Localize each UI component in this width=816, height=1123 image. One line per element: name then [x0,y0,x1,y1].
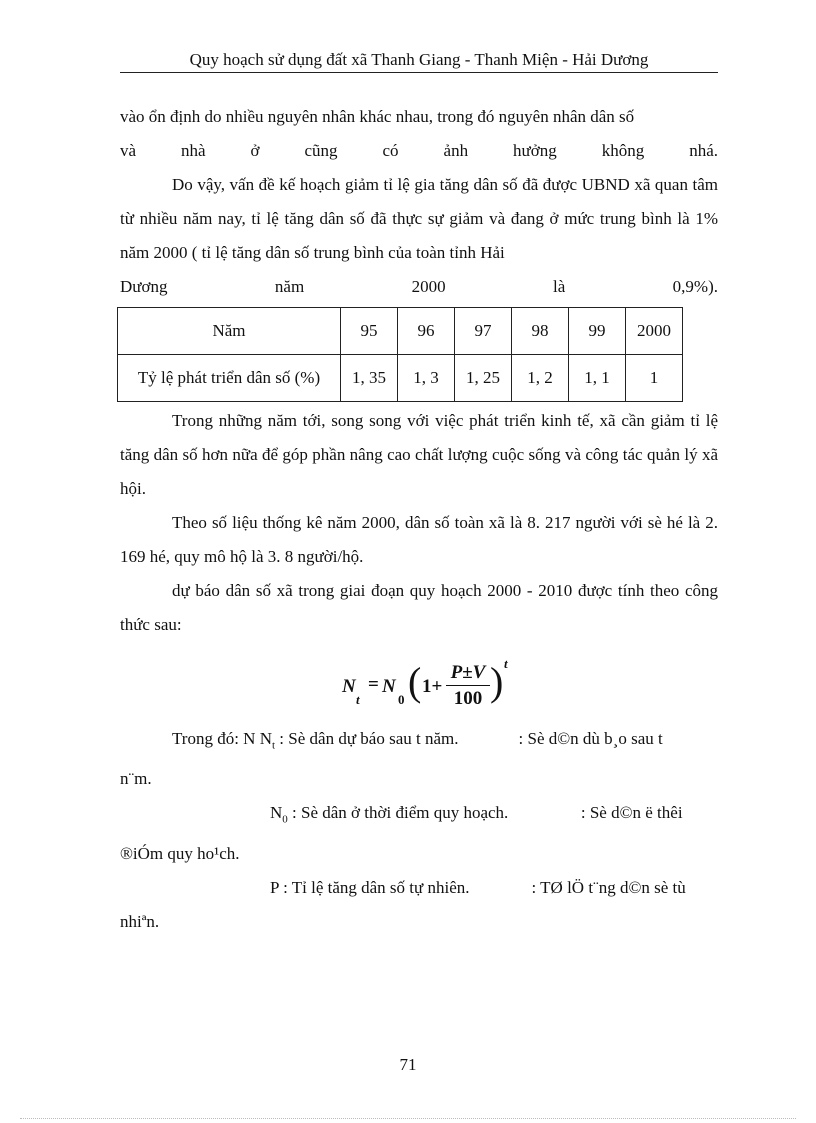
table-year-cell: 99 [569,308,626,355]
paragraph-1: vào ổn định do nhiều nguyên nhân khác nhau, trong đó nguyên nhân dân số [120,107,635,126]
legend-nt-garbled: : Sè d©n dù b¸o sau t [518,729,663,748]
legend-line-1 [120,722,718,762]
paragraph-5: dự báo dân số xã trong giai đoạn quy hoạch 2000 - 2010 được tính theo công thức sau: [120,581,718,634]
table-value-cell: 1, 25 [455,355,512,402]
paragraph-2: Do vậy, vấn đề kế hoạch giảm tỉ lệ gia tăng dân số đã được UBND xã quan tâm từ nhiều năm nay, tỉ lệ tăng dân số đã thực sự giảm và đang ở mức trung bình là 1% năm 2000 ( tỉ lệ tăng dân số trung bình của toàn tỉnh Hải [120,175,718,262]
table-year-cell: 98 [512,308,569,355]
table-header-row [118,308,683,355]
formula-equals: = [368,674,379,695]
table-header-label: Năm [118,308,341,355]
table-value-cell: 1, 35 [341,355,398,402]
formula-right-paren: ) [490,659,504,704]
legend-nt-sub: t [271,739,276,752]
legend-line-3b: nhiªn. [120,911,160,931]
table-value-cell: 1, 3 [398,355,455,402]
table-year-cell: 2000 [626,308,683,355]
legend-nt-text: : Sè dân dự báo sau t năm. [279,729,459,748]
header-title: Quy hoạch sử dụng đất xã Thanh Giang - Thanh Miện - Hải Dương [189,50,649,69]
formula-denominator: 100 [453,688,483,709]
paragraph-1-line-2: và nhà ở cũng có ảnh hưởng không nhá. [120,141,718,160]
table-value-cell: 1, 1 [569,355,626,402]
legend-nt-symbol: Trong đó: N N [172,729,272,748]
legend-n0-sub: 0 [282,813,288,826]
legend-p-garbled: : TØ lÖ t¨ng d©n sè tù [531,877,686,897]
legend-n0-symbol: N [270,803,283,823]
population-growth-table [117,307,683,402]
legend-line-2b: ®iÓm quy ho¹ch. [120,843,240,863]
legend-n0-text: : Sè dân ở thời điểm quy hoạch. [292,803,509,823]
formula-numerator: P±V [450,662,486,683]
running-header [120,50,718,73]
table-value-cell: 1 [626,355,683,402]
table-row [118,355,683,402]
formula-fraction-bar [446,685,490,686]
paragraph-4: Theo số liệu thống kê năm 2000, dân số toàn xã là 8. 217 người với sè hé là 2. 169 hé, quy mô hộ là 3. 8 người/hộ. [120,513,718,566]
formula-n0-sub: 0 [398,692,405,707]
table-year-cell: 95 [341,308,398,355]
table-row-label: Tỷ lệ phát triển dân số (%) [118,355,341,402]
table-year-cell: 97 [455,308,512,355]
page-body [120,100,718,939]
paragraph-3: Trong những năm tới, song song với việc phát triển kinh tế, xã cần giảm tỉ lệ tăng dân số hơn nữa để góp phần nâng cao chất lượng cuộc sống và công tác quản lý xã hội. [120,411,718,498]
page-number: 71 [399,1055,417,1074]
paragraph-2-line-last: Dương năm 2000 là 0,9%). [120,277,718,296]
formula-lhs-sub: t [356,692,360,707]
footer-divider [20,1118,796,1119]
table-value-cell: 1, 2 [512,355,569,402]
legend-p-text: P : Tỉ lệ tăng dân số tự nhiên. [270,877,470,897]
formula-lhs: N [342,676,356,697]
legend-line-2 [120,796,718,836]
formula-n0: N [382,676,396,697]
table-year-cell: 96 [398,308,455,355]
formula-left-paren: ( [408,659,422,704]
legend-line-3 [120,871,718,905]
population-formula [342,656,718,712]
formula-one-plus: 1+ [422,676,443,697]
legend-line-1b: n¨m. [120,769,152,789]
legend-n0-garbled: : Sè d©n ë thêi [580,803,683,823]
formula-exponent: t [504,656,508,671]
